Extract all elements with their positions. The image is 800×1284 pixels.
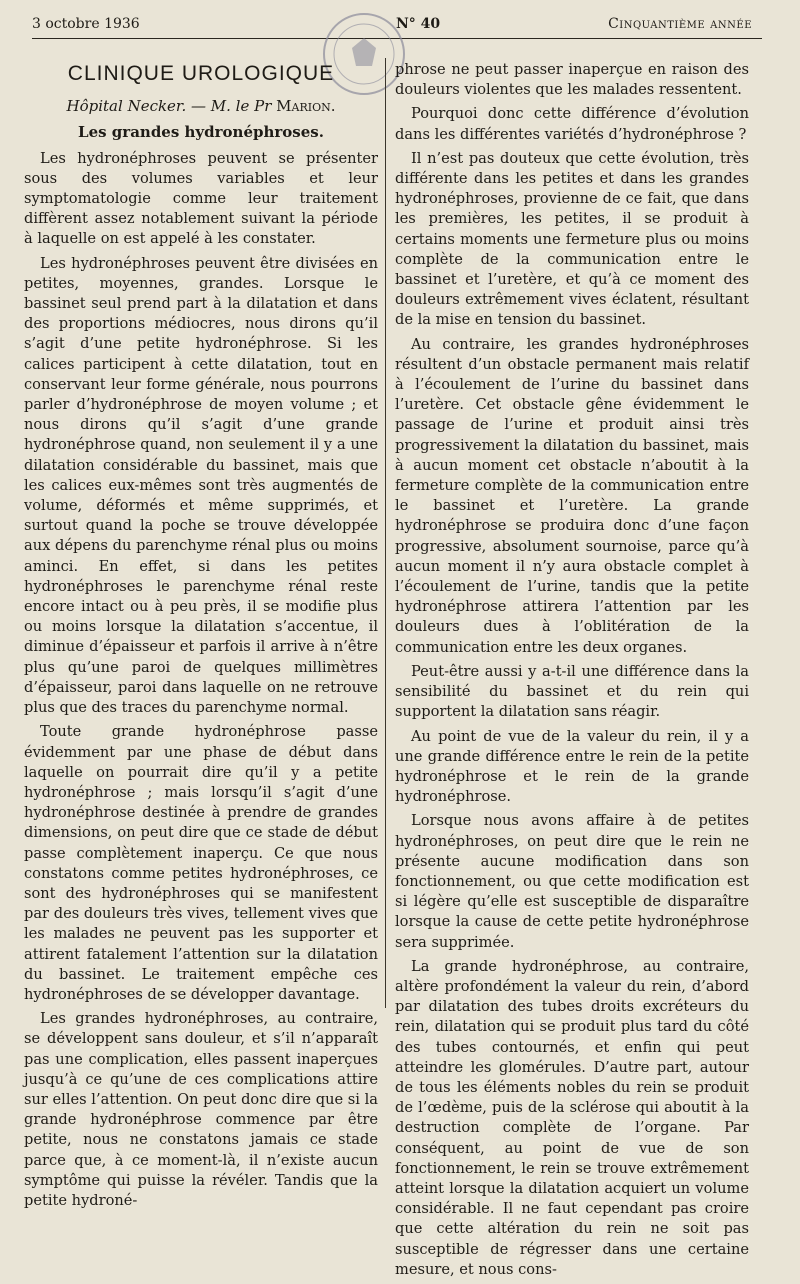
publication-year: Cinquantième année	[608, 16, 752, 32]
paragraph: Au contraire, les grandes hydronéphroses résultent d’un obstacle permanent mais relatif à l’écoulement de l’urine du bassinet dans l’uretère. Cet obstacle gêne évidemment le passage de l’urine et produit ainsi très progressivement la dilatation du bassinet, mais à aucun moment cet obstacle n’aboutit à la fermeture complète de la communication entre le bassinet et l’uretère. La grande hydronéphrose se produira donc d’une façon progressive, absolument sournoise, parce qu’à aucun moment il n’y aura obstacle complet à l’écoulement de l’urine, tandis que la petite hydronéphrose attirera l’attention par les douleurs dues à l’oblitération de la communication entre les deux organes.	[395, 335, 749, 656]
paragraph: Lorsque nous avons affaire à de petites hydronéphroses, on peut dire que le rein ne présente aucune modification dans son fonctionnement, ou que cette modification est si légère qu’elle est susceptible de disparaître lorsque la cause de cette petite hydronéphrose sera supprimée.	[395, 812, 749, 951]
left-column	[24, 60, 378, 1215]
paragraph: Les hydronéphroses peuvent se présenter sous des volumes variables et leur symptomatologie comme leur traitement diffèrent assez notablement suivant la période à laquelle on est appelé à les constater.	[24, 149, 378, 248]
hospital-name: Hôpital Necker. — M. le Pr	[66, 97, 272, 116]
article-heading: Les grandes hydronéphroses.	[78, 123, 324, 142]
paragraph: Les grandes hydronéphroses, au contraire, se développent sans douleur, et s’il n’apparaît pas une complication, elles passent inaperçues jusqu’à ce qu’une de ces complications attire sur elles l’attention. On peut donc dire que si la grande hydronéphrose commence par être petite, nous ne constatons jamais ce stade parce que, à ce moment-là, il n’existe aucun symptôme qui puisse la révéler. Tandis que la petite hydroné-	[24, 1010, 378, 1209]
article-byline	[24, 96, 378, 116]
paragraph: Peut-être aussi y a-t-il une différence dans la sensibilité du bassinet et du rein qui supportent la dilatation sans réagir.	[395, 662, 749, 721]
paragraph: Pourquoi donc cette différence d’évolution dans les différentes variétés d’hydronéphrose ?	[395, 105, 749, 143]
paragraph: Au point de vue de la valeur du rein, il y a une grande différence entre le rein de la petite hydronéphrose et le rein de la grande hydronéphrose.	[395, 727, 749, 806]
article-title: CLINIQUE UROLOGIQUE	[67, 62, 335, 85]
issue-number: N° 40	[396, 16, 441, 32]
paragraph: La grande hydronéphrose, au contraire, altère profondément la valeur du rein, d’abord par dilatation des tubes droits excréteurs du rein, dilatation qui se produit plus tard du côté des tubes contournés, et enfin qui peut atteindre les glomérules. D’autre part, autour de tous les éléments nobles du rein se produit de l’œdème, puis de la sclérose qui aboutit à la destruction complète de l’organe. Par conséquent, au point de vue de son fonctionnement, le rein se trouve extrêmement atteint lorsque la dilatation acquiert un volume considérable. Il ne faut cependant pas croire que cette altération du rein ne soit pas susceptible de régresser dans une certaine mesure, et nous cons-	[395, 957, 749, 1278]
paragraph: Il n’est pas douteux que cette évolution, très différente dans les petites et dans les grandes hydronéphroses, provienne de ce fait, que dans les premières, les petites, il se produit à certains moments une fermeture plus ou moins complète de la communication entre le bassinet et l’uretère, et qu’à ce moment des douleurs extrêmement vives éclatent, résultant de la mise en tension du bassinet.	[395, 149, 749, 329]
right-column	[395, 60, 749, 1284]
paragraph: phrose ne peut passer inaperçue en raison des douleurs violentes que les malades ressentent.	[395, 61, 749, 99]
author-name: Marion.	[276, 97, 336, 116]
column-divider	[385, 58, 386, 1008]
paragraph: Les hydronéphroses peuvent être divisées en petites, moyennes, grandes. Lorsque le bassinet seul prend part à la dilatation et dans des proportions médiocres, nous dirons qu’il s’agit d’une petite hydronéphrose. Si les calices participent à cette dilatation, tout en conservant leur forme générale, nous pourrons parler d’hydronéphrose de moyen volume ; et nous dirons qu’il s’agit d’une grande hydronéphrose quand, non seulement il y a une dilatation considérable du bassinet, mais que les calices eux-mêmes sont très augmentés de volume, déformés et même supprimés, et surtout quand la poche se trouve développée aux dépens du parenchyme rénal plus ou moins aminci. En effet, si dans les petites hydronéphroses le parenchyme rénal reste encore intact ou à peu près, il se modifie plus ou moins lorsque la dilatation s’accentue, il diminue d’épaisseur et parfois il arrive à n’être plus qu’une paroi de quelques millimètres d’épaisseur, paroi dans laquelle on ne retrouve plus que des traces du parenchyme normal.	[24, 254, 378, 717]
issue-date: 3 octobre 1936	[32, 16, 140, 32]
paragraph: Toute grande hydronéphrose passe évidemment par une phase de début dans laquelle on pourrait dire qu’il y a petite hydronéphrose ; mais lorsqu’il s’agit d’une hydronéphrose destinée à prendre de grandes dimensions, on peut dire que ce stade de début passe complètement inaperçu. Ce que nous constatons comme petites hydronéphroses, ce sont des hydronéphroses qui se manifestent par des douleurs très vives, tellement vives que les malades ne peuvent pas les supporter et attirent fatalement l’attention sur la dilatation du bassinet. Le traitement empêche ces hydronéphroses de se développer davantage.	[24, 723, 378, 1003]
